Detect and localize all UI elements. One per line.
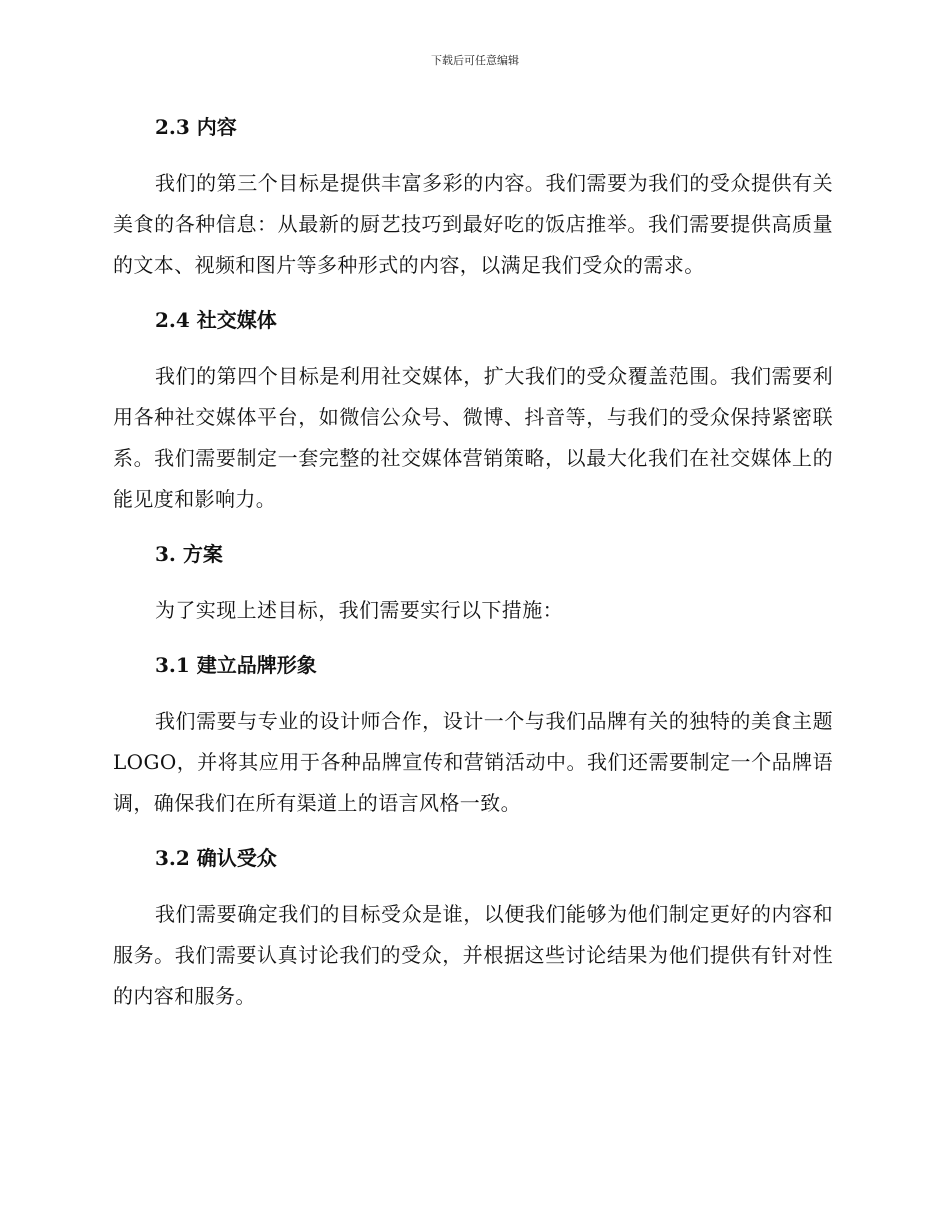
paragraph-social-media-goal: 我们的第四个目标是利用社交媒体，扩大我们的受众覆盖范围。我们需要利用各种社交媒体平台，如微信公众号、微博、抖音等，与我们的受众保持紧密联系。我们需要制定一套完整的社交媒体营销策略，以最大化我们在社交媒体上的能见度和影响力。 xyxy=(113,364,833,511)
section-heading-3: 3. 方案 xyxy=(155,542,223,566)
section-heading-3-2: 3.2 确认受众 xyxy=(155,846,277,870)
section-heading-2-4: 2.4 社交媒体 xyxy=(155,308,277,332)
section-heading-3-1: 3.1 建立品牌形象 xyxy=(155,653,317,677)
document-body xyxy=(113,108,833,1032)
paragraph-brand-image: 我们需要与专业的设计师合作，设计一个与我们品牌有关的独特的美食主题LOGO，并将其应用于各种品牌宣传和营销活动中。我们还需要制定一个品牌语调，确保我们在所有渠道上的语言风格一致。 xyxy=(113,709,833,815)
paragraph-content-goal: 我们的第三个目标是提供丰富多彩的内容。我们需要为我们的受众提供有关美食的各种信息：从最新的厨艺技巧到最好吃的饭店推举。我们需要提供高质量的文本、视频和图片等多种形式的内容，以满足我们受众的需求。 xyxy=(113,171,833,277)
section-heading-2-3: 2.3 内容 xyxy=(155,115,237,139)
page-header-note: 下载后可任意编辑 xyxy=(431,54,519,67)
paragraph-audience: 我们需要确定我们的目标受众是谁，以便我们能够为他们制定更好的内容和服务。我们需要认真讨论我们的受众，并根据这些讨论结果为他们提供有针对性的内容和服务。 xyxy=(113,902,833,1008)
paragraph-plan-intro: 为了实现上述目标，我们需要实行以下措施： xyxy=(155,598,563,622)
